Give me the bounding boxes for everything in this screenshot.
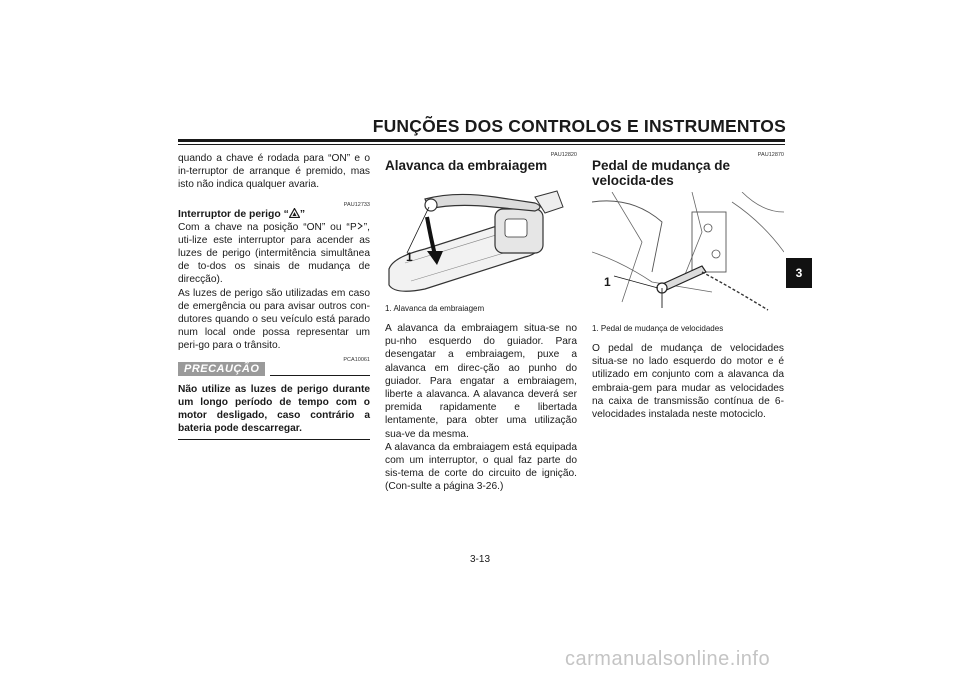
- watermark: carmanualsonline.info: [565, 648, 771, 670]
- shift-pedal-drawing: [592, 192, 784, 314]
- callout-number: 1: [604, 275, 611, 289]
- intro-paragraph: quando a chave é rodada para “ON” e o in-terruptor de arranque é premido, mas isto não indica qualquer avaria.: [178, 153, 370, 191]
- header-rule-thin: [178, 144, 785, 145]
- precaution-bottom-rule: [178, 439, 370, 440]
- hazard-paragraph-2: As luzes de perigo são utilizadas em caso de emergência ou para avisar outros con-dutores quando o seu veículo está parado num local onde possa representar um peri-go para o trânsito.: [178, 287, 370, 352]
- section-code: PAU12733: [343, 201, 370, 208]
- clutch-lever-illustration: [385, 177, 577, 299]
- shift-pedal-paragraph: O pedal de mudança de velocidades situa-se no lado esquerdo do motor e é utilizado em conjunto com a alavanca da embraia-gem para mudar as velocidades na caixa de transmissão contínua de 6-velocidades instalada neste motociclo.: [592, 343, 784, 421]
- header-rule: [178, 139, 785, 142]
- hazard-switch-heading: [178, 208, 370, 221]
- section-code: PAU12820: [550, 152, 577, 158]
- shift-pedal-title: Pedal de mudança de velocida-des: [592, 158, 731, 188]
- hazard-para-part-b: ”, uti-lize este interruptor para acender as luzes de perigo (intermitência simultânea de to-dos os sinais de mudança de direcção).: [178, 221, 370, 286]
- shift-pedal-illustration: [592, 192, 784, 314]
- clutch-lever-drawing: [385, 177, 577, 299]
- precaution-rule: [270, 375, 370, 376]
- parking-key-icon: [350, 221, 364, 231]
- precaution-label: PRECAUÇÃO: [178, 362, 265, 376]
- clutch-lever-title: Alavanca da embraiagem: [385, 158, 548, 173]
- warning-triangle-icon: [289, 208, 300, 218]
- hazard-heading-suffix: ”: [299, 208, 306, 220]
- precaution-code: PCA10061: [343, 356, 370, 363]
- figure-caption: 1. Pedal de mudança de velocidades: [592, 324, 724, 333]
- svg-text:P: P: [349, 221, 357, 231]
- precaution-text: Não utilize as luzes de perigo durante um longo período de tempo com o motor desligado, caso contrário a bateria pode descarregar.: [178, 383, 370, 435]
- page-number: 3-13: [469, 554, 490, 565]
- section-code: PAU12870: [757, 152, 784, 158]
- hazard-heading-text: Interruptor de perigo “: [178, 208, 289, 220]
- clutch-paragraph-1: A alavanca da embraiagem situa-se no pu-nho esquerdo do guiador. Para desengatar a embraiagem, puxe a alavanca em direc-ção ao punho do guiador. Para engatar a embraiagem, liberte a alavanca. A alavanca deverá ser premida rapidamente e libertada lentamente, para obter uma utilização sua-ve da mesma.: [385, 323, 577, 440]
- clutch-paragraph-2: A alavanca da embraiagem está equipada com um interruptor, o qual faz parte do sis-tema de corte do circuito de ignição. (Con-sulte a página 3-26.): [385, 441, 577, 493]
- hazard-para-part-a: Com a chave na posição “ON” ou “: [178, 221, 350, 233]
- figure-caption: 1. Alavanca da embraiagem: [385, 304, 485, 313]
- callout-number: 1: [406, 250, 413, 264]
- column-3: [592, 152, 784, 421]
- column-1: [178, 152, 370, 440]
- chapter-tab: 3: [786, 258, 812, 288]
- hazard-paragraph-1: [178, 221, 370, 287]
- precaution-header: [178, 356, 370, 377]
- column-2: [385, 152, 577, 494]
- page-header-title: FUNÇÕES DOS CONTROLOS E INSTRUMENTOS: [372, 116, 786, 136]
